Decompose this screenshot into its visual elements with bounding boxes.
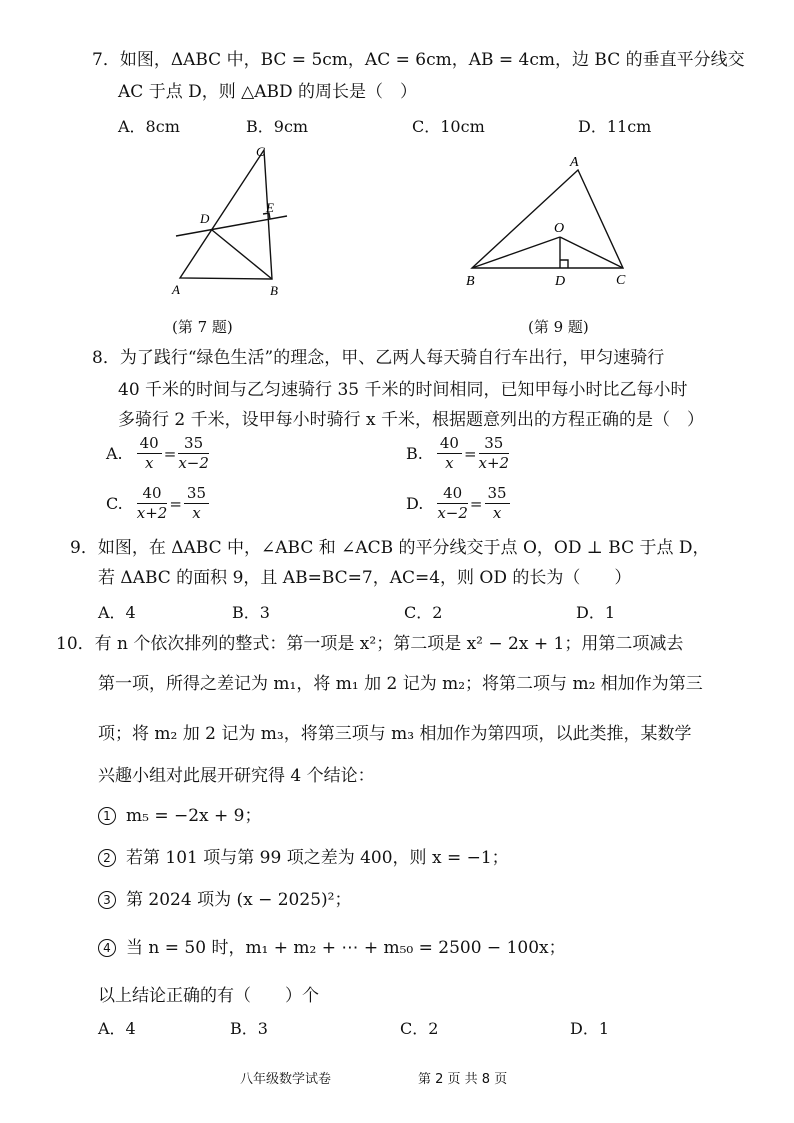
q8-option-b[interactable]: B. $\frac{40}{x}$ = $\frac{35}{x+2}$ [406, 434, 510, 472]
q9-label-b: B [466, 274, 475, 289]
q10-conclusion-3: 3 第 2024 项为 (x − 2025)²； [98, 888, 351, 912]
q10-stem-line3: 项；将 m₂ 加 2 记为 m₃，将第三项与 m₃ 相加作为第四项，以此类推，某数学 [98, 724, 692, 744]
q8-stem-line3: 多骑行 2 千米，设甲每小时骑行 x 千米，根据题意列出的方程正确的是（ ） [118, 410, 705, 430]
q7-figure-caption: (第 7 题) [172, 318, 233, 336]
q8-option-a[interactable]: A. $\frac{40}{x}$ = $\frac{35}{x-2}$ [106, 434, 209, 472]
q9-right-angle-mark [560, 260, 568, 268]
q8-option-c-label: C. [106, 494, 123, 513]
q8-option-c[interactable]: C. $\frac{40}{x+2}$ = $\frac{35}{x}$ [106, 484, 209, 523]
q10-stem-line1: 10．有 n 个依次排列的整式：第一项是 x²；第二项是 x² − 2x + 1；用第二项减去 [56, 634, 684, 654]
q9-label-d: D [555, 274, 566, 289]
footer-subject: 八年级数学试卷 [240, 1072, 332, 1087]
q10-option-d[interactable]: D．1 [570, 1019, 610, 1038]
q9-option-b[interactable]: B．3 [232, 603, 270, 622]
circled-number-icon: 3 [98, 891, 116, 909]
q8-option-b-label: B. [406, 444, 423, 463]
circled-number-icon: 2 [98, 849, 116, 867]
q8-c-right-fraction: $\frac{35}{x}$ [184, 484, 209, 523]
q9-stem-line1: 9．如图，在 ΔABC 中，∠ABC 和 ∠ACB 的平分线交于点 O，OD ⊥ BC 于点 D， [70, 538, 710, 558]
q10-summary: 以上结论正确的有（ ）个 [98, 986, 319, 1006]
q7-perp-bisector [176, 216, 287, 236]
q7-option-c[interactable]: C．10cm [412, 117, 485, 136]
q7-option-a[interactable]: A．8cm [118, 117, 180, 136]
q8-option-a-label: A. [106, 444, 123, 463]
q8-stem-line1: 8．为了践行“绿色生活”的理念，甲、乙两人每天骑自行车出行，甲匀速骑行 [92, 348, 665, 368]
q9-figure [460, 150, 640, 290]
q7-segment-bd [212, 230, 272, 279]
q8-a-right-fraction: $\frac{35}{x-2}$ [178, 434, 209, 472]
q8-d-left-fraction: $\frac{40}{x-2}$ [437, 484, 468, 522]
q9-segment-ob [472, 237, 560, 268]
q10-conclusion-1: 1 m₅ = −2x + 9； [98, 804, 262, 828]
q7-label-c: C [256, 144, 265, 159]
q8-b-left-fraction: $\frac{40}{x}$ [437, 434, 462, 473]
q9-figure-caption: (第 9 题) [528, 318, 589, 336]
q7-option-d[interactable]: D．11cm [578, 117, 652, 136]
q10-option-c[interactable]: C．2 [400, 1019, 439, 1038]
q9-triangle [472, 170, 623, 268]
q10-stem-line4: 兴趣小组对此展开研究得 4 个结论： [98, 766, 375, 786]
q7-stem-line2: AC 于点 D，则 △ABD 的周长是（ ） [118, 82, 418, 102]
q10-option-a[interactable]: A．4 [98, 1019, 136, 1038]
q7-label-d: D [200, 211, 210, 226]
q9-option-a[interactable]: A．4 [98, 603, 136, 622]
q9-label-a: A [570, 155, 579, 170]
q10-conclusion-4: 4 当 n = 50 时，m₁ + m₂ + ⋯ + m₅₀ = 2500 − 100x； [98, 936, 566, 960]
q9-option-c[interactable]: C．2 [404, 603, 443, 622]
q10-stem-line2: 第一项，所得之差记为 m₁，将 m₁ 加 2 记为 m₂；将第二项与 m₂ 相加作为第三 [98, 674, 703, 694]
q7-label-e: E [266, 200, 274, 215]
q7-figure [160, 140, 300, 302]
circled-number-icon: 1 [98, 807, 116, 825]
q8-option-d[interactable]: D. $\frac{40}{x-2}$ = $\frac{35}{x}$ [406, 484, 510, 523]
q7-triangle [180, 150, 272, 279]
q9-label-o: O [554, 221, 565, 236]
q8-d-right-fraction: $\frac{35}{x}$ [485, 484, 510, 523]
q7-label-b: B [270, 283, 278, 298]
q8-option-d-label: D. [406, 494, 424, 513]
circled-number-icon: 4 [98, 939, 116, 957]
q9-segment-oc [560, 237, 623, 268]
q9-stem-line2: 若 ΔABC 的面积 9，且 AB=BC=7，AC=4，则 OD 的长为（ ） [98, 568, 632, 588]
q10-option-b[interactable]: B．3 [230, 1019, 268, 1038]
q7-option-b[interactable]: B．9cm [246, 117, 309, 136]
q10-conclusion-2: 2 若第 101 项与第 99 项之差为 400，则 x = −1； [98, 846, 509, 870]
q9-option-d[interactable]: D．1 [576, 603, 616, 622]
q8-stem-line2: 40 千米的时间与乙匀速骑行 35 千米的时间相同，已知甲每小时比乙每小时 [118, 380, 688, 400]
q8-c-left-fraction: $\frac{40}{x+2}$ [136, 484, 168, 522]
q7-stem-line1: 7．如图，ΔABC 中，BC = 5cm，AC = 6cm，AB = 4cm，边 BC 的垂直平分线交 [92, 50, 745, 70]
q8-b-right-fraction: $\frac{35}{x+2}$ [478, 434, 510, 472]
q9-label-c: C [616, 273, 626, 288]
q8-a-left-fraction: $\frac{40}{x}$ [137, 434, 162, 473]
footer-page-number: 第 2 页 共 8 页 [418, 1072, 508, 1087]
q7-label-a: A [172, 282, 180, 297]
